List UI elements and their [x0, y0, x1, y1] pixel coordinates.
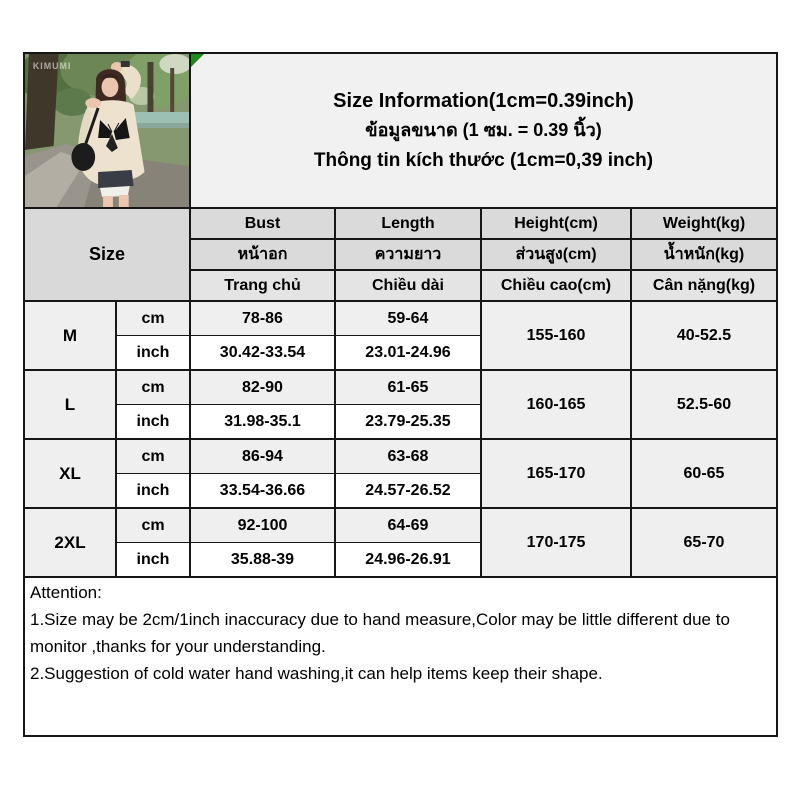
length-cm-2xl: 64-69 [335, 508, 481, 543]
unit-label-inch: inch [116, 543, 190, 578]
weight-xl: 60-65 [631, 439, 777, 508]
weight-l: 52.5-60 [631, 370, 777, 439]
length-cm-xl: 63-68 [335, 439, 481, 474]
length-inch-l: 23.79-25.35 [335, 405, 481, 440]
table-row-xl-cm [24, 439, 777, 474]
column-header-bust-th: หน้าอก [190, 239, 335, 270]
attention-title: Attention: [30, 583, 102, 602]
column-header-length-en: Length [335, 208, 481, 239]
unit-label-cm: cm [116, 370, 190, 405]
bust-inch-m: 30.42-33.54 [190, 336, 335, 371]
bust-cm-m: 78-86 [190, 301, 335, 336]
attention-line-1: 1.Size may be 2cm/1inch inaccuracy due to hand measure,Color may be little different due to monitor ,thanks for your understanding. [30, 610, 730, 656]
product-photo-frame [25, 54, 189, 207]
table-row-m-cm [24, 301, 777, 336]
column-header-height-vi: Chiều cao(cm) [481, 270, 631, 301]
attention-row [24, 577, 777, 736]
attention-line-2: 2.Suggestion of cold water hand washing,it can help items keep their shape. [30, 664, 603, 683]
size-label-2xl: 2XL [24, 508, 116, 577]
length-cm-l: 61-65 [335, 370, 481, 405]
column-header-weight-vi: Cân nặng(kg) [631, 270, 777, 301]
column-header-length-th: ความยาว [335, 239, 481, 270]
header-band [24, 53, 777, 208]
attention-note [24, 577, 777, 736]
size-label-m: M [24, 301, 116, 370]
bust-cm-2xl: 92-100 [190, 508, 335, 543]
bust-inch-l: 31.98-35.1 [190, 405, 335, 440]
size-table [23, 52, 778, 737]
height-2xl: 170-175 [481, 508, 631, 577]
table-row-2xl-cm [24, 508, 777, 543]
height-l: 160-165 [481, 370, 631, 439]
bust-inch-xl: 33.54-36.66 [190, 474, 335, 509]
height-m: 155-160 [481, 301, 631, 370]
unit-label-cm: cm [116, 301, 190, 336]
unit-label-inch: inch [116, 405, 190, 440]
weight-m: 40-52.5 [631, 301, 777, 370]
unit-label-inch: inch [116, 474, 190, 509]
column-header-height-en: Height(cm) [481, 208, 631, 239]
length-inch-m: 23.01-24.96 [335, 336, 481, 371]
column-header-weight-th: น้ำหนัก(kg) [631, 239, 777, 270]
column-header-row-en [24, 208, 777, 239]
length-cm-m: 59-64 [335, 301, 481, 336]
size-column-header: Size [24, 208, 190, 301]
column-header-bust-en: Bust [190, 208, 335, 239]
product-photo [24, 53, 190, 208]
size-label-xl: XL [24, 439, 116, 508]
size-label-l: L [24, 370, 116, 439]
photo-watermark: KIMUMI [32, 60, 72, 72]
column-header-height-th: ส่วนสูง(cm) [481, 239, 631, 270]
column-header-length-vi: Chiều dài [335, 270, 481, 301]
length-inch-xl: 24.57-26.52 [335, 474, 481, 509]
corner-fold-icon [191, 54, 204, 67]
size-info-title-th: ข้อมูลขนาด (1 ซม. = 0.39 นิ้ว) [365, 119, 602, 140]
size-info-title-vi: Thông tin kích thước (1cm=0,39 inch) [313, 149, 654, 171]
title-cell [190, 53, 777, 208]
column-header-bust-vi: Trang chủ [190, 270, 335, 301]
unit-label-inch: inch [116, 336, 190, 371]
bust-cm-l: 82-90 [190, 370, 335, 405]
unit-label-cm: cm [116, 508, 190, 543]
length-inch-2xl: 24.96-26.91 [335, 543, 481, 578]
height-xl: 165-170 [481, 439, 631, 508]
unit-label-cm: cm [116, 439, 190, 474]
model-photo-illustration [25, 54, 189, 207]
size-chart-sheet [23, 52, 778, 737]
bust-inch-2xl: 35.88-39 [190, 543, 335, 578]
weight-2xl: 65-70 [631, 508, 777, 577]
bust-cm-xl: 86-94 [190, 439, 335, 474]
column-header-weight-en: Weight(kg) [631, 208, 777, 239]
table-row-l-cm [24, 370, 777, 405]
size-info-title-en: Size Information(1cm=0.39inch) [333, 89, 634, 112]
